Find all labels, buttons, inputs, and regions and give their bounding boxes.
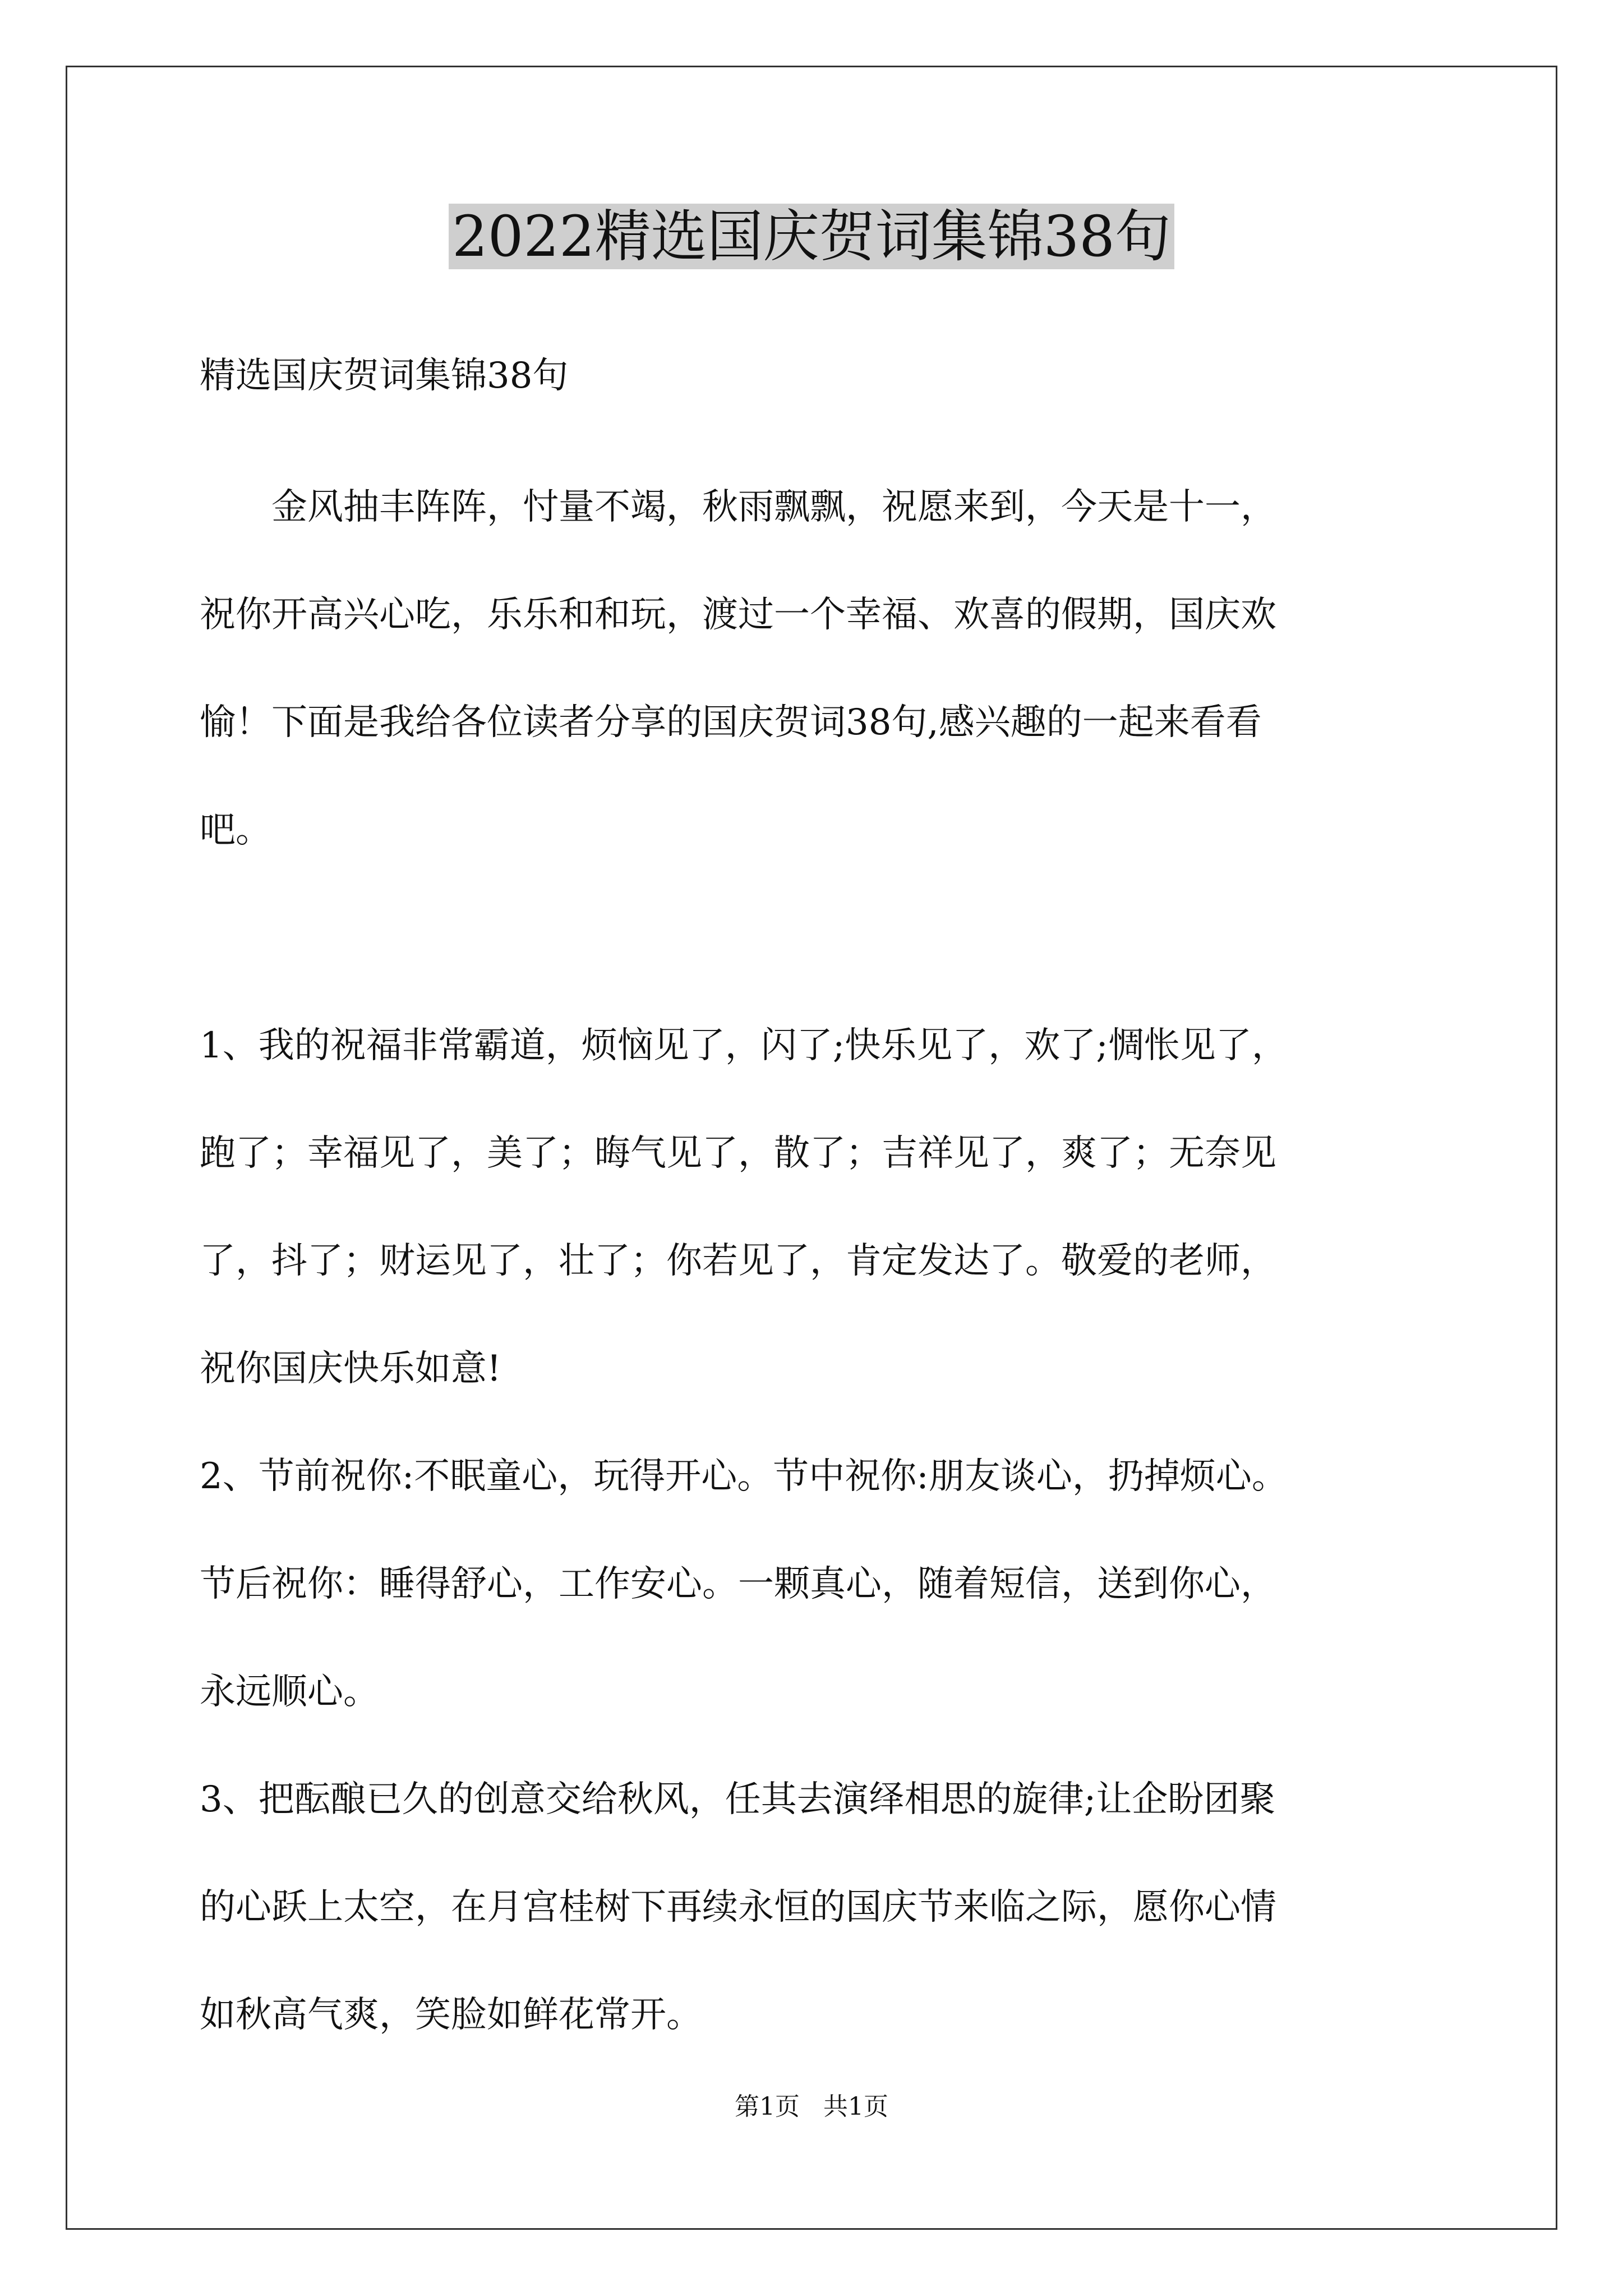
item-line: 2、节前祝你:不眠童心，玩得开心。节中祝你:朋友谈心，扔掉烦心。 — [200, 1456, 1288, 1497]
paragraph-gap — [200, 884, 1433, 992]
item-line: 祝你国庆快乐如意! — [200, 1348, 501, 1389]
intro-line: 吧。 — [200, 809, 271, 851]
intro-line: 愉！下面是我给各位读者分享的国庆贺词38句,感兴趣的一起来看看 — [200, 702, 1262, 743]
item-line: 跑了；幸福见了，美了；晦气见了，散了；吉祥见了，爽了；无奈见 — [200, 1133, 1276, 1174]
page-footer: 第1页 共1页 — [735, 2092, 888, 2121]
item-line: 永远顺心。 — [200, 1671, 379, 1713]
document-subtitle: 精选国庆贺词集锦38句 — [200, 355, 569, 397]
document-body — [200, 453, 1433, 2069]
item-line: 3、把酝酿已久的创意交给秋风，任其去演绎相思的旋律;让企盼团聚 — [200, 1779, 1276, 1820]
item-line: 了，抖了；财运见了，壮了；你若见了，肯定发达了。敬爱的老师， — [200, 1240, 1276, 1282]
item-line: 节后祝你：睡得舒心，工作安心。一颗真心，随着短信，送到你心， — [200, 1563, 1276, 1605]
document-title — [0, 197, 1623, 276]
intro-line: 祝你开高兴心吃，乐乐和和玩，渡过一个幸福、欢喜的假期，国庆欢 — [200, 594, 1276, 636]
intro-line: 金风抽丰阵阵，忖量不竭，秋雨飘飘，祝愿来到，今天是十一， — [200, 486, 1276, 528]
item-line: 如秋高气爽，笑脸如鲜花常开。 — [200, 1994, 702, 2036]
document-title-text: 2022精选国庆贺词集锦38句 — [449, 204, 1174, 269]
item-line: 1、我的祝福非常霸道，烦恼见了，闪了;快乐见了，欢了;惆怅见了， — [200, 1025, 1288, 1066]
item-line: 的心跃上太空，在月宫桂树下再续永恒的国庆节来临之际，愿你心情 — [200, 1887, 1276, 1928]
